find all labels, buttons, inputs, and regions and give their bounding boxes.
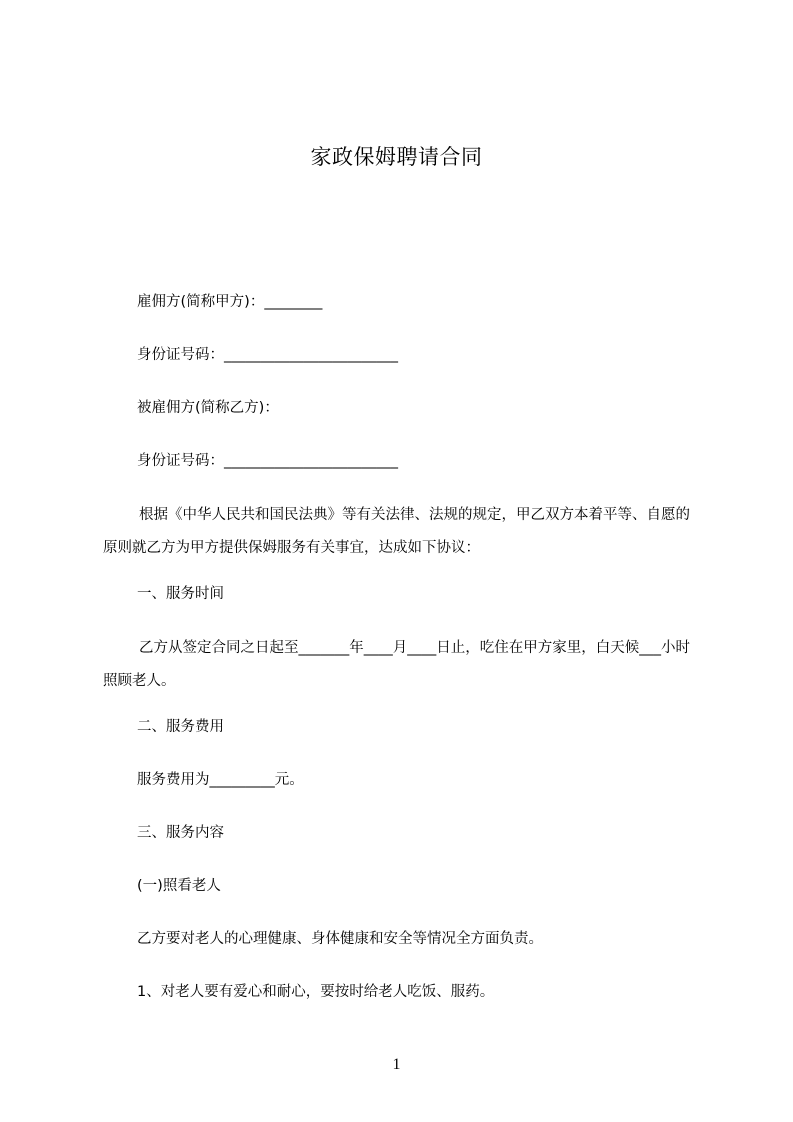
employer-line: 雇佣方(简称甲方)：________ — [137, 294, 323, 310]
preamble-paragraph — [103, 499, 703, 565]
page-number: 1 — [392, 1056, 401, 1073]
employee-id-line: 身份证号码：________________________ — [137, 453, 398, 469]
section3-item1: 1、对老人要有爱心和耐心，要按时给老人吃饭、服药。 — [137, 984, 495, 1000]
section1-heading: 一、服务时间 — [137, 586, 224, 602]
section3-sub1-body: 乙方要对老人的心理健康、身体健康和安全等情况全方面负责。 — [137, 931, 543, 947]
section2-heading: 二、服务费用 — [137, 719, 224, 735]
section2-body: 服务费用为_________元。 — [137, 772, 304, 788]
section1-paragraph — [103, 632, 703, 698]
preamble-text: 根据《中华人民共和国民法典》等有关法律、法规的规定，甲乙双方本着平等、自愿的原则就乙方为甲方提供保姆服务有关事宜，达成如下协议： — [103, 507, 690, 556]
section1-text: 乙方从签定合同之日起至_______年____月____日止，吃住在甲方家里，白天候___小时照顾老人。 — [103, 640, 690, 689]
section3-sub1-heading: (一)照看老人 — [137, 878, 221, 894]
employee-line: 被雇佣方(简称乙方)： — [137, 400, 279, 416]
section3-heading: 三、服务内容 — [137, 825, 224, 841]
document-title: 家政保姆聘请合同 — [310, 145, 483, 169]
employer-id-line: 身份证号码：________________________ — [137, 347, 398, 363]
